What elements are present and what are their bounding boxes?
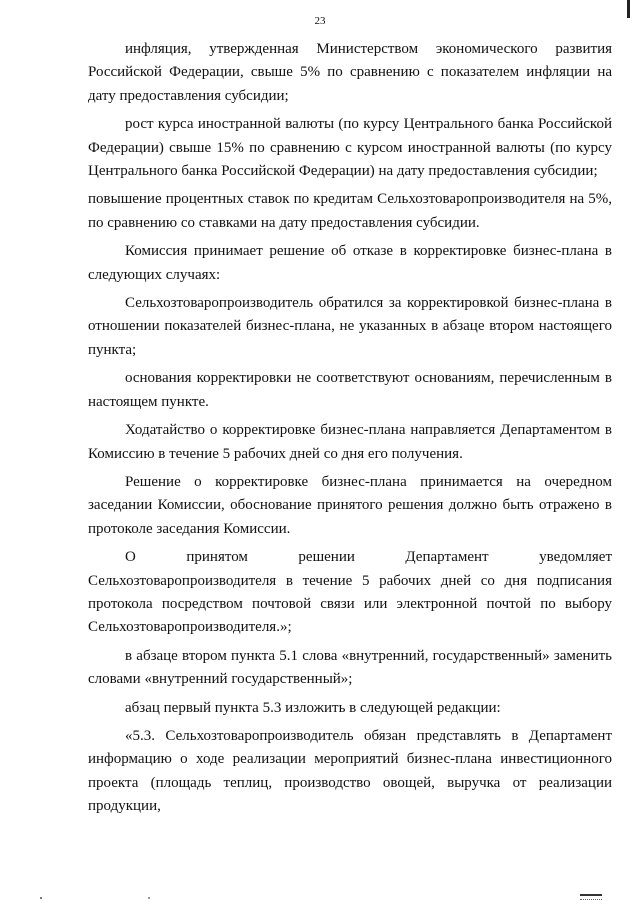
scan-dot xyxy=(40,897,42,899)
paragraph: Комиссия принимает решение об отказе в корректировке бизнес-плана в следующих случаях: xyxy=(88,243,612,283)
paragraph: рост курса иностранной валюты (по курсу Центрального банка Российской Федерации) свыше 15% по сравнению с курсом иностранной валюты (по курсу Центрального банка Российской Федерации) на дату предоставления субсидии; xyxy=(88,116,612,180)
scan-mark xyxy=(580,894,602,900)
paragraph: повышение процентных ставок по кредитам Сельхозтоваропроизводителя на 5%, по сравнению со ставками на дату предоставления субсидии. xyxy=(88,191,612,231)
document-body xyxy=(88,38,612,824)
paragraph: основания корректировки не соответствуют основаниям, перечисленным в настоящем пункте. xyxy=(88,370,612,410)
paragraph: Решение о корректировке бизнес-плана принимается на очередном заседании Комиссии, обоснование принятого решения должно быть отражено в протоколе заседания Комиссии. xyxy=(88,473,612,537)
paragraph: Ходатайство о корректировке бизнес-плана направляется Департаментом в Комиссию в течение 5 рабочих дней со дня его получения. xyxy=(88,422,612,462)
paragraph: в абзаце втором пункта 5.1 слова «внутренний, государственный» заменить словами «внутренний государственный»; xyxy=(88,647,612,688)
scan-dot xyxy=(148,897,150,899)
paragraph: О принятом решении Департамент уведомляет Сельхозтоваропроизводителя в течение 5 рабочих дней со дня подписания протокола посредством почтовой связи или электронной почтой по выбору Сельхозтоваропроизводителя.»; xyxy=(88,549,612,636)
paragraph: инфляция, утвержденная Министерством экономического развития Российской Федерации, свыше 5% по сравнению с показателем инфляции на дату предоставления субсидии; xyxy=(88,41,612,104)
page-number: 23 xyxy=(314,15,326,27)
paragraph: «5.3. Сельхозтоваропроизводитель обязан представлять в Департамент информацию о ходе реализации мероприятий бизнес-плана инвестиционного проекта (площадь теплиц, производство овощей, выручка от реализации продукции, xyxy=(88,727,612,815)
paragraph: Сельхозтоваропроизводитель обратился за корректировкой бизнес-плана в отношении показателей бизнес-плана, не указанных в абзаце втором настоящего пункта; xyxy=(88,295,612,358)
paragraph: абзац первый пункта 5.3 изложить в следующей редакции: xyxy=(125,699,501,716)
